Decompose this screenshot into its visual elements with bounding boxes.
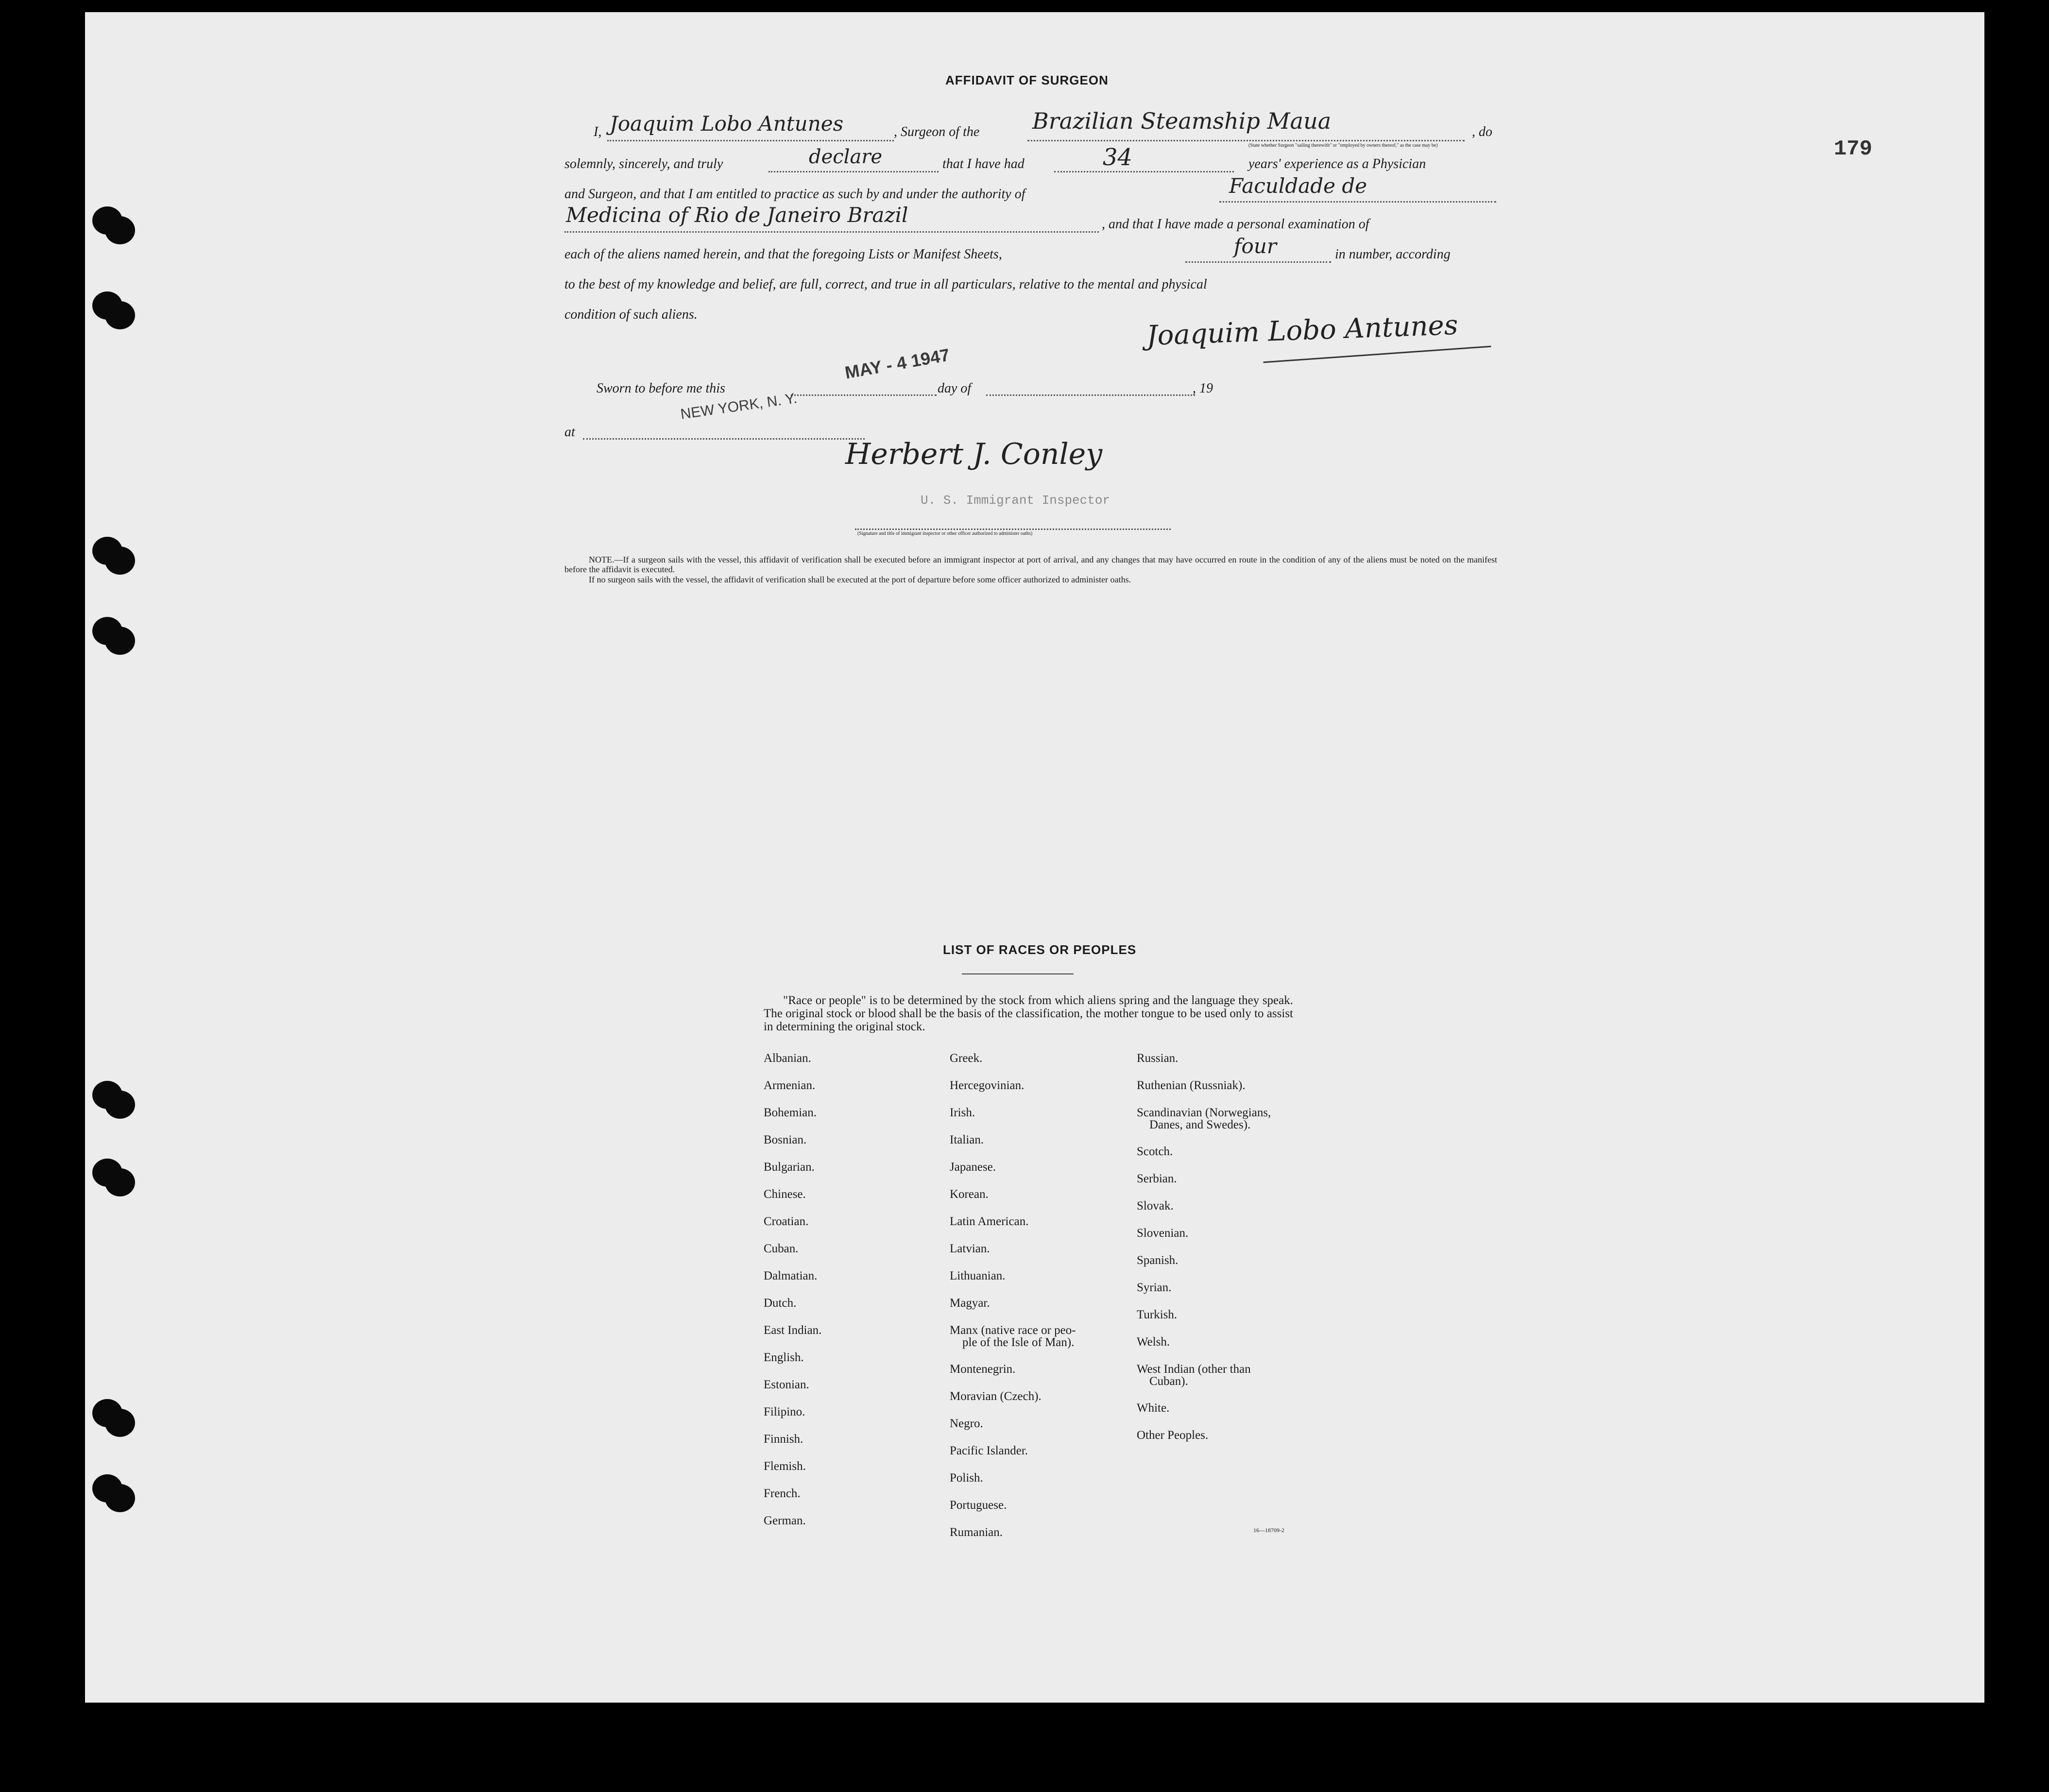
sworn-text: , 19 [1193, 381, 1213, 396]
form-number: 16—18709-2 [1253, 1527, 1284, 1534]
race-item: Slovak. [1137, 1199, 1174, 1212]
race-item: Danes, and Swedes). [1149, 1118, 1251, 1131]
affidavit-text: and Surgeon, and that I am entitled to practice as such by and under the authority of [564, 187, 1025, 202]
fill-line [1219, 201, 1496, 203]
race-item: Hercegovinian. [950, 1079, 1024, 1092]
fill-line [607, 140, 894, 141]
race-item: Japanese. [950, 1161, 996, 1174]
race-item: Negro. [950, 1417, 983, 1430]
race-item: Scandinavian (Norwegians, [1137, 1106, 1271, 1119]
surgeon-type-note: (State whether Surgeon "sailing therewith" or "employed by owners thereof," as the case may be) [1248, 143, 1438, 148]
races-column-2 [950, 1052, 1144, 1538]
affidavit-text: in number, according [1335, 247, 1451, 262]
race-item: Montenegrin. [950, 1363, 1016, 1376]
fill-line [791, 394, 937, 396]
affidavit-text: years' experience as a Physician [1248, 156, 1426, 171]
race-item: Serbian. [1137, 1172, 1177, 1185]
race-item: Polish. [950, 1471, 983, 1485]
race-item: Bulgarian. [764, 1161, 815, 1174]
affidavit-text: that I have had [942, 156, 1024, 171]
page-number: 179 [1834, 137, 1873, 161]
race-item: Bosnian. [764, 1133, 807, 1146]
race-item: Cuban. [764, 1242, 799, 1255]
fill-line [1185, 261, 1331, 263]
races-intro: "Race or people" is to be determined by the stock from which aliens spring and the language they speak. The original stock or blood shall be the basis of the classification, the mother tongue to be used only to assist in determining the original stock. [764, 994, 1293, 1033]
fill-line [768, 171, 939, 172]
affidavit-title: AFFIDAVIT OF SURGEON [945, 73, 1109, 87]
inspector-signature: Herbert J. Conley [845, 437, 1103, 471]
race-item: Greek. [950, 1052, 983, 1065]
fill-line [564, 231, 1099, 233]
race-item: Lithuanian. [950, 1269, 1006, 1282]
race-item: Ruthenian (Russniak). [1137, 1079, 1246, 1092]
race-item: Slovenian. [1137, 1227, 1189, 1240]
race-item: French. [764, 1487, 801, 1500]
inspector-title: U. S. Immigrant Inspector [921, 493, 1110, 508]
surgeon-name: Joaquim Lobo Antunes [610, 112, 844, 136]
years-experience: 34 [1103, 144, 1133, 171]
race-item: Latvian. [950, 1242, 990, 1255]
affidavit-text: , Surgeon of the [894, 124, 980, 139]
race-item: Turkish. [1137, 1308, 1178, 1321]
affidavit-text: , do [1472, 124, 1492, 139]
race-item: Spanish. [1137, 1254, 1178, 1267]
punch-hole [92, 1474, 122, 1502]
title-rule [962, 973, 1074, 974]
races-title: LIST OF RACES OR PEOPLES [943, 942, 1137, 957]
race-item: Welsh. [1137, 1335, 1170, 1348]
fill-line [1027, 140, 1465, 141]
race-item: White. [1137, 1401, 1170, 1415]
race-item: Dalmatian. [764, 1269, 818, 1282]
date-stamp: MAY - 4 1947 [843, 344, 951, 383]
race-item: German. [764, 1514, 806, 1527]
punch-hole [92, 537, 122, 565]
race-item: English. [764, 1351, 804, 1364]
sworn-text: Sworn to before me this [597, 381, 725, 396]
sworn-at-label: at [564, 425, 575, 440]
race-item: Estonian. [764, 1378, 809, 1391]
race-item: ple of the Isle of Man). [962, 1336, 1075, 1349]
punch-hole [92, 617, 122, 645]
race-item: Armenian. [764, 1079, 816, 1092]
race-item: Scotch. [1137, 1145, 1173, 1158]
race-item: Croatian. [764, 1215, 809, 1228]
surgeon-signature: Joaquim Lobo Antunes [1146, 309, 1459, 352]
authority-line-1: Faculdade de [1229, 174, 1367, 198]
place-stamp: NEW YORK, N. Y. [679, 390, 798, 423]
affidavit-text: I, [594, 124, 602, 139]
race-item: Russian. [1137, 1052, 1178, 1065]
punch-hole [92, 1159, 122, 1187]
race-item: Cuban). [1149, 1375, 1188, 1388]
fill-line [855, 529, 1171, 530]
race-item: Rumanian. [950, 1526, 1003, 1539]
race-item: Bohemian. [764, 1106, 817, 1119]
fill-line [583, 438, 865, 440]
race-item: Albanian. [764, 1052, 811, 1065]
affidavit-text: condition of such aliens. [564, 307, 698, 322]
fill-line [986, 394, 1195, 396]
vessel-name: Brazilian Steamship Maua [1032, 108, 1332, 134]
race-item: Syrian. [1137, 1281, 1172, 1294]
affidavit-text: , and that I have made a personal examination of [1102, 217, 1369, 232]
declaration-word: declare [809, 146, 883, 168]
punch-hole [92, 1081, 122, 1109]
punch-hole [92, 291, 122, 320]
race-item: Other Peoples. [1137, 1429, 1209, 1442]
punch-hole [92, 1399, 122, 1427]
races-column-3 [1137, 1052, 1341, 1455]
fill-line [1054, 171, 1234, 172]
race-item: Manx (native race or peo- [950, 1324, 1076, 1337]
races-column-1 [764, 1052, 821, 1542]
affidavit-text: to the best of my knowledge and belief, are full, correct, and true in all particulars, relative to the mental and physical [564, 277, 1207, 292]
race-item: Filipino. [764, 1405, 805, 1418]
sheets-count: four [1234, 234, 1277, 258]
race-item: Chinese. [764, 1188, 806, 1201]
race-item: Portuguese. [950, 1499, 1007, 1512]
race-item: East Indian. [764, 1324, 822, 1337]
race-item: Irish. [950, 1106, 975, 1119]
sworn-text: day of [938, 381, 972, 396]
race-item: Moravian (Czech). [950, 1390, 1042, 1403]
race-item: Magyar. [950, 1297, 990, 1310]
race-item: Latin American. [950, 1215, 1029, 1228]
authority-line-2: Medicina of Rio de Janeiro Brazil [566, 203, 908, 227]
race-item: Dutch. [764, 1297, 797, 1310]
signature-caption: (Signature and title of immigrant inspector or other officer authorized to administer oaths) [857, 531, 1033, 536]
note-2: If no surgeon sails with the vessel, the affidavit of verification shall be executed at the port of departure before some officer authorized to administer oaths. [589, 575, 1131, 584]
race-item: West Indian (other than [1137, 1363, 1251, 1376]
race-item: Korean. [950, 1188, 989, 1201]
note-1: NOTE.—If a surgeon sails with the vessel, this affidavit of verification shall be executed before an immigrant inspector at port of arrival, and any changes that may have occurred en route in the condition of any of the aliens must be noted on the manifest before the affidavit is executed. [564, 555, 1497, 574]
race-item: Finnish. [764, 1433, 803, 1446]
affidavit-text: solemnly, sincerely, and truly [564, 156, 723, 171]
affidavit-text: each of the aliens named herein, and that the foregoing Lists or Manifest Sheets, [564, 247, 1002, 262]
race-item: Pacific Islander. [950, 1444, 1028, 1457]
race-item: Flemish. [764, 1460, 806, 1473]
race-item: Italian. [950, 1133, 984, 1146]
punch-hole [92, 206, 122, 235]
